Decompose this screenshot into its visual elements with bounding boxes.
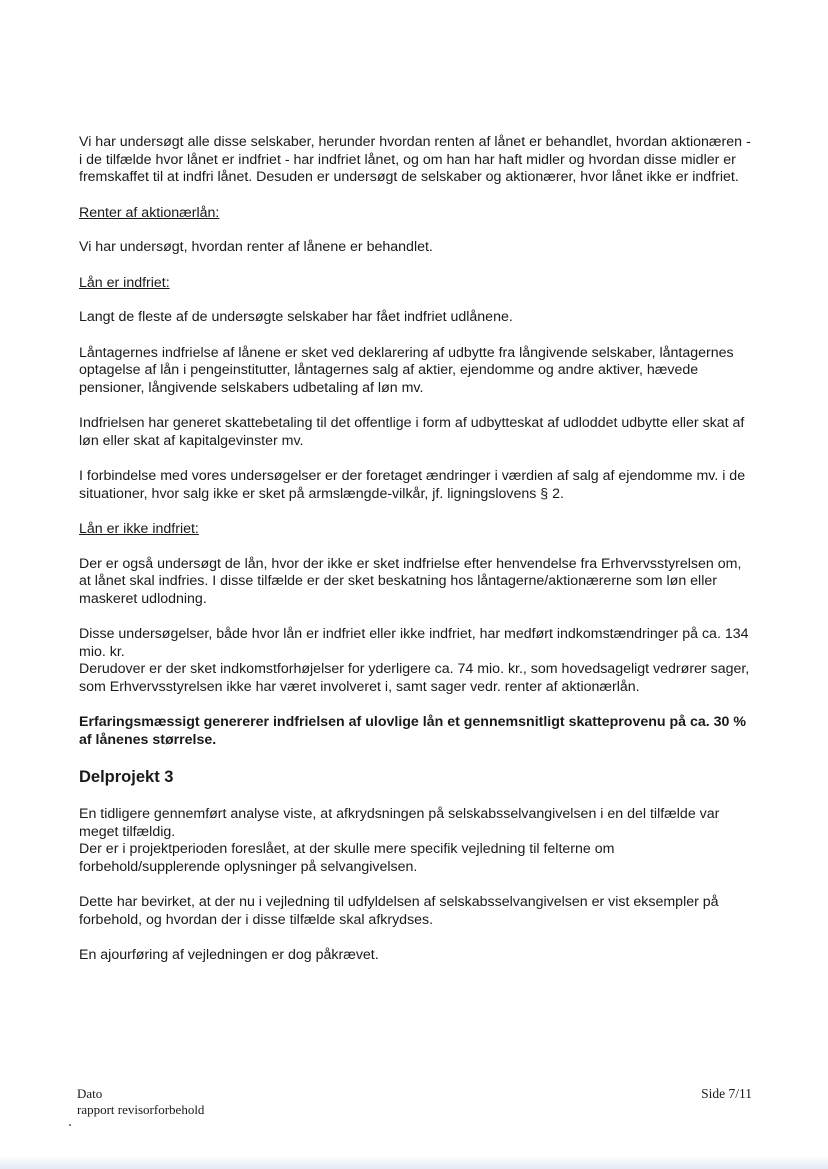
conclusion-paragraph: Erfaringsmæssigt genererer indfrielsen af ulovlige lån et gennemsnitligt skatteprovenu på ca. 30 % af lånenes størrelse.: [79, 714, 747, 748]
section-title-delprojekt-3: Delprojekt 3: [79, 768, 174, 786]
dp3-paragraph-3: Dette har bevirket, at der nu i vejledning til udfyldelsen af selskabsselvangivelsen er vist eksempler på forbehold, og hvordan der i disse tilfælde skal afkrydses.: [79, 894, 719, 928]
renter-paragraph: Vi har undersøgt, hvordan renter af lånene er behandlet.: [79, 239, 433, 255]
indfriet-paragraph-3: Indfrielsen har generet skattebetaling til det offentlige i form af udbytteskat af udloddet udbytte eller skat af løn eller skat af kapitalgevinster mv.: [79, 415, 745, 449]
footer-document-name: rapport revisorforbehold: [77, 1102, 205, 1117]
heading-ikke-indfriet: Lån er ikke indfriet:: [79, 521, 199, 537]
footer-date-label: Dato: [77, 1086, 103, 1101]
intro-paragraph: Vi har undersøgt alle disse selskaber, herunder hvordan renten af lånet er behandlet, hvordan aktionæren - i de tilfælde hvor lånet er indfriet - har indfriet lånet, og om han har haft midler og hvordan disse midler er fremskaffet til at indfri lånet. Desuden er undersøgt de selskaber og aktionærer, hvor lånet ikke er indfriet.: [79, 134, 751, 185]
indfriet-paragraph-2: Låntagernes indfrielse af lånene er sket ved deklarering af udbytte fra långivende selskaber, låntagernes optagelse af lån i pengeinstitutter, låntagernes salg af aktier, ejendomme og andre aktiver, hævede pensioner, långivende selskabers udbetaling af løn mv.: [79, 344, 734, 396]
dp3-paragraph-4: En ajourføring af vejledningen er dog påkrævet.: [79, 947, 379, 963]
document-body: [79, 134, 755, 983]
ikke-paragraph-2: Disse undersøgelser, både hvor lån er indfriet eller ikke indfriet, har medført indkomstændringer på ca. 134 mio. kr.: [79, 626, 749, 660]
indfriet-paragraph-1: Langt de fleste af de undersøgte selskaber har fået indfriet udlånene.: [79, 309, 513, 325]
scan-speck: [69, 1124, 71, 1126]
dp3-paragraph-1: En tidligere gennemført analyse viste, at afkrydsningen på selskabsselvangivelsen i en del tilfælde var meget tilfældig.: [79, 806, 720, 840]
heading-indfriet: Lån er indfriet:: [79, 274, 170, 291]
footer-page-number: Side 7/11: [701, 1086, 752, 1101]
ikke-paragraph-3: Derudover er der sket indkomstforhøjelser for yderligere ca. 74 mio. kr., som hovedsageligt vedrører sager, som Erhvervsstyrelsen ikke har været involveret i, samt sager vedr. renter af aktionærlån.: [79, 661, 750, 695]
scan-edge-shade: [0, 1155, 828, 1169]
footer-left: [77, 1086, 204, 1118]
dp3-paragraph-2: Der er i projektperioden foreslået, at der skulle mere specifik vejledning til felterne om forbehold/supplerende oplysninger på selvangivelsen.: [79, 841, 615, 875]
indfriet-paragraph-4: I forbindelse med vores undersøgelser er der foretaget ændringer i værdien af salg af ejendomme mv. i de situationer, hvor salg ikke er sket på armslængde-vilkår, jf. ligningslovens § 2.: [79, 468, 746, 502]
heading-renter: Renter af aktionærlån:: [79, 204, 220, 221]
ikke-paragraph-1: Der er også undersøgt de lån, hvor der ikke er sket indfrielse efter henvendelse fra Erhvervsstyrelsen om, at lånet skal indfries. I disse tilfælde er der sket beskatning hos låntagerne/aktionærerne som løn eller maskeret udlodning.: [79, 555, 742, 607]
